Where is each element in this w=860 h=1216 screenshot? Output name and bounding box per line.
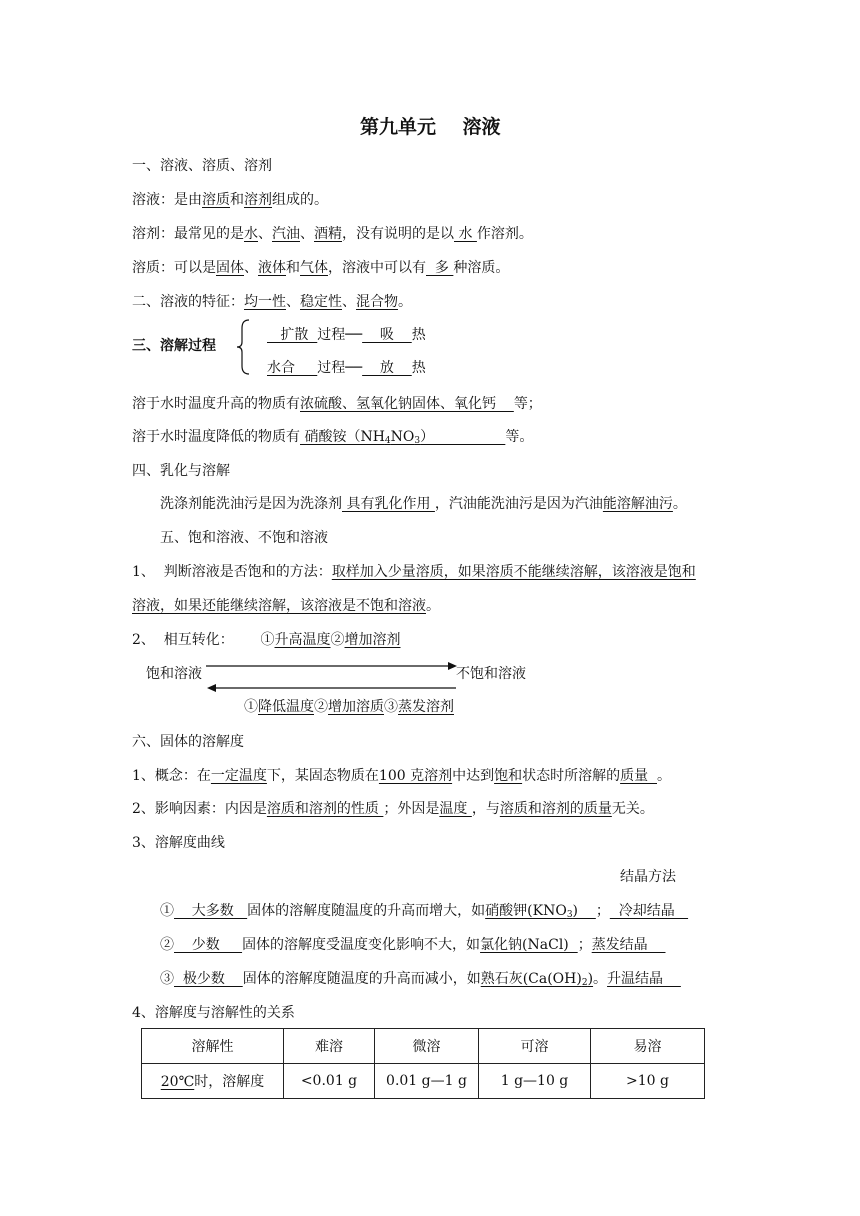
text: 1、 判断溶液是否饱和的方法：	[132, 564, 332, 580]
text: 二、溶液的特征：	[132, 294, 244, 310]
text: 。	[593, 971, 608, 987]
answer: 水	[454, 226, 477, 242]
text: ，汽油能洗油污是因为汽油	[434, 496, 603, 512]
text: 硝酸铵（NH	[300, 429, 385, 445]
answer-solvent: 溶剂	[244, 192, 272, 208]
text: )	[572, 903, 596, 919]
dissolve-process-row-2	[267, 359, 426, 377]
answer: 水合	[267, 360, 318, 376]
answer: 温度	[439, 801, 472, 817]
text: ，没有说明的是以	[342, 226, 454, 242]
brace-icon	[236, 318, 252, 376]
answer: 汽油	[272, 226, 300, 242]
answer: 液体	[258, 260, 286, 276]
text: ②	[330, 632, 345, 648]
answer: 升温结晶	[607, 971, 681, 987]
answer: 取样加入少量溶质，如果溶质不能继续溶解，该溶液是饱和	[331, 564, 696, 580]
curve-item-2	[160, 936, 666, 954]
answer: 一定温度	[210, 768, 267, 784]
right-arrow-icon	[206, 660, 458, 672]
solubility-factors	[132, 800, 654, 818]
answer: 氯化钠(NaCl)	[480, 937, 578, 953]
section-6-heading: 六、固体的溶解度	[132, 734, 244, 750]
answer: 饱和	[494, 768, 523, 784]
answer: 降低温度	[258, 699, 314, 715]
answer	[300, 429, 505, 445]
section-4-heading: 四、乳化与溶解	[132, 463, 230, 479]
text: 过程──	[317, 327, 363, 343]
answer: 增加溶质	[328, 699, 384, 715]
text: 。	[426, 598, 440, 614]
table-header-cell: 微溶	[375, 1029, 479, 1064]
answer: 混合物	[356, 294, 398, 310]
text: ，与	[471, 801, 500, 817]
curve-item-1	[160, 902, 688, 924]
answer: 增加溶剂	[344, 632, 401, 648]
table-row	[142, 1064, 705, 1099]
text: 热	[411, 327, 426, 343]
text: ①	[160, 903, 174, 919]
text: 、	[258, 226, 272, 242]
text: ②	[160, 937, 174, 953]
text: 2、 相互转化：	[132, 632, 234, 648]
text: 硝酸钾(KNO	[485, 903, 567, 919]
text: ，溶液中可以有	[328, 260, 426, 276]
table-header-cell: 难溶	[284, 1029, 375, 1064]
text: 2、影响因素：内因是	[132, 801, 267, 817]
answer: 固体	[216, 260, 244, 276]
text: 溶于水时温度升高的物质有	[132, 396, 300, 412]
solubility-relation-heading: 4、溶解度与溶解性的关系	[132, 1005, 295, 1021]
answer: 100 克溶剂	[378, 768, 453, 784]
text: 时，溶解度	[194, 1074, 265, 1090]
table-cell: <0.01 g	[284, 1064, 375, 1099]
saturation-judge-line-2	[132, 597, 440, 615]
text: ①	[260, 632, 275, 648]
text: 无关。	[611, 801, 654, 817]
answer: 扩散	[267, 327, 318, 343]
solvent-definition	[132, 225, 533, 243]
subscript: 4	[384, 436, 391, 446]
answer	[481, 971, 593, 987]
text: ）	[420, 429, 506, 445]
text: ；	[577, 937, 592, 953]
table-cell: 0.01 g—1 g	[375, 1064, 479, 1099]
text: ；	[595, 903, 610, 919]
mutual-conversion	[132, 631, 401, 649]
text: 。	[398, 294, 412, 310]
answer-solute: 溶质	[202, 192, 230, 208]
subscript: 2	[581, 978, 588, 988]
answer: 大多数	[174, 903, 248, 919]
text: 、	[244, 260, 258, 276]
text: )	[587, 971, 594, 987]
saturation-judge-line-1	[132, 563, 696, 581]
title-left: 第九单元	[360, 116, 437, 138]
text: 和	[286, 260, 300, 276]
text: 状态时所溶解的	[522, 768, 621, 784]
temperature-rise-substances	[132, 395, 542, 413]
text: 熟石灰(Ca(OH)	[480, 971, 582, 987]
text: 溶液：是由	[132, 192, 202, 208]
subscript: 3	[414, 436, 421, 446]
answer: 极少数	[174, 971, 243, 987]
answer: 水	[244, 226, 258, 242]
answer: 吸	[362, 327, 412, 343]
text: 过程──	[317, 360, 363, 376]
text: ③	[384, 699, 398, 715]
text: 等；	[513, 396, 542, 412]
text: 溶剂：最常见的是	[132, 226, 244, 242]
answer: 酒精	[314, 226, 342, 242]
text: 溶于水时温度降低的物质有	[132, 429, 300, 445]
solubility-concept	[132, 767, 671, 785]
text: 、	[300, 226, 314, 242]
text: 洗涤剂能洗油污是因为洗涤剂	[160, 496, 342, 512]
unsaturated-solution-label: 不饱和溶液	[456, 666, 526, 682]
text: ①	[244, 699, 258, 715]
text: 固体的溶解度随温度的升高而增大，如	[247, 903, 486, 919]
answer: 溶液，如果还能继续溶解，该溶液是不饱和溶液	[132, 598, 426, 614]
text: 中达到	[452, 768, 495, 784]
text: 。	[657, 768, 671, 784]
page-title	[360, 118, 501, 136]
text: 种溶质。	[453, 260, 510, 276]
text: 1、概念：在	[132, 768, 211, 784]
solubility-table	[141, 1028, 705, 1099]
answer: 浓硫酸、氢氧化钠固体、氧化钙	[300, 396, 514, 412]
text: 、	[286, 294, 300, 310]
answer: 蒸发溶剂	[398, 699, 454, 715]
text: 热	[411, 360, 426, 376]
answer: 能溶解油污	[602, 496, 673, 512]
text: 固体的溶解度随温度的升高而减小，如	[242, 971, 481, 987]
answer: 升高温度	[274, 632, 331, 648]
section-5-heading: 五、饱和溶液、不饱和溶液	[160, 530, 328, 546]
section-2-features	[132, 293, 412, 311]
answer: 稳定性	[300, 294, 342, 310]
text: 溶质：可以是	[132, 260, 216, 276]
crystallization-method-label: 结晶方法	[620, 869, 676, 885]
curve-item-3	[160, 970, 681, 992]
text: 组成的。	[272, 192, 328, 208]
section-3-heading: 三、溶解过程	[132, 338, 216, 354]
emulsify-text	[160, 495, 687, 513]
text: 固体的溶解度受温度变化影响不大，如	[242, 937, 481, 953]
table-header-row	[142, 1029, 705, 1064]
text: ；外因是	[383, 801, 440, 817]
answer	[485, 903, 596, 919]
solute-definition	[132, 259, 509, 277]
text: 。	[672, 496, 687, 512]
answer: 气体	[300, 260, 328, 276]
answer: 溶质和溶剂的性质	[266, 801, 384, 817]
answer: 蒸发结晶	[591, 937, 666, 953]
text: 等。	[505, 429, 534, 445]
text: ②	[314, 699, 328, 715]
answer: 20℃	[160, 1074, 195, 1090]
solution-definition	[132, 191, 328, 209]
answer: 溶质和溶剂的质量	[499, 801, 612, 817]
text: ③	[160, 971, 174, 987]
answer: 冷却结晶	[609, 903, 689, 919]
answer: 多	[426, 260, 454, 276]
left-arrow-icon	[206, 682, 458, 694]
table-cell: 1 g—10 g	[479, 1064, 591, 1099]
answer: 具有乳化作用	[342, 496, 435, 512]
table-row-label	[142, 1064, 284, 1099]
answer: 均一性	[244, 294, 286, 310]
text: 、	[342, 294, 356, 310]
text: 作溶剂。	[476, 226, 533, 242]
text: NO	[390, 429, 415, 445]
dissolve-process-row-1	[267, 326, 426, 344]
text: 和	[230, 192, 244, 208]
table-cell: >10 g	[591, 1064, 705, 1099]
saturated-solution-label: 饱和溶液	[146, 666, 202, 682]
subscript: 3	[566, 910, 573, 920]
answer: 少数	[174, 937, 243, 953]
table-header-cell: 溶解性	[142, 1029, 284, 1064]
answer: 质量	[620, 768, 657, 784]
reverse-conversion	[244, 698, 454, 716]
answer: 放	[362, 360, 412, 376]
title-right: 溶液	[462, 116, 501, 138]
text: 下，某固态物质在	[266, 768, 379, 784]
solubility-curve-heading: 3、溶解度曲线	[132, 835, 225, 851]
table-header-cell: 易溶	[591, 1029, 705, 1064]
table-header-cell: 可溶	[479, 1029, 591, 1064]
section-1-heading: 一、溶液、溶质、溶剂	[132, 158, 272, 174]
temperature-fall-substances	[132, 428, 533, 450]
